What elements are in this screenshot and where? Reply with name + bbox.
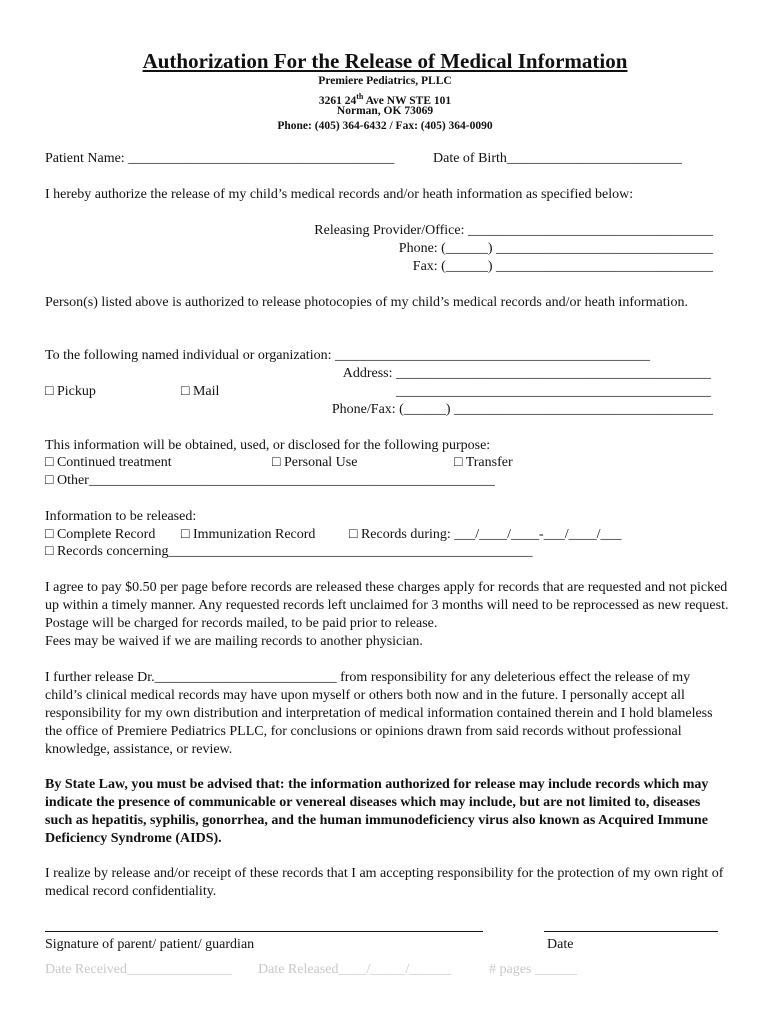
fees-waived-statement: Fees may be waived if we are mailing records to another physician.: [45, 634, 423, 649]
address-number: 3261 24: [318, 94, 357, 107]
records-during-field[interactable]: □ Records during: ___/____/____-___/____/___: [349, 527, 622, 542]
recipient-phone-fax-field[interactable]: Phone/Fax: (______) _____________________________________: [331, 402, 713, 417]
immunization-record-checkbox[interactable]: □ Immunization Record: [181, 527, 316, 542]
date-line[interactable]: [544, 931, 718, 932]
complete-record-checkbox[interactable]: □ Complete Record: [45, 527, 156, 542]
date-released-field[interactable]: Date Released____/_____/______: [258, 962, 452, 977]
state-law-notice: By State Law, you must be advised that: the information authorized for release may include records which may indicate the presence of communicable or venereal diseases which may include, but are not limited to, diseases such as hepatitis, syphilis, gonorrhea, and the human immunodeficiency virus also known as Acquired Immune Deficiency Syndrome (AIDS).: [45, 777, 709, 846]
transfer-checkbox[interactable]: □ Transfer: [454, 455, 513, 470]
releasing-fax-field[interactable]: Fax: (______) _______________________________: [412, 259, 713, 274]
records-concerning-field[interactable]: □ Records concerning____________________________________________________: [45, 544, 533, 559]
persons-authorized-statement: Person(s) listed above is authorized to release photocopies of my child’s medical records and/or heath information.: [45, 295, 689, 310]
purpose-intro: This information will be obtained, used, or disclosed for the following purpose:: [45, 438, 491, 453]
patient-name-field[interactable]: Patient Name: ______________________________________: [45, 151, 395, 166]
address-ordinal: th: [356, 92, 364, 101]
releasing-phone-field[interactable]: Phone: (______) _______________________________: [398, 241, 713, 256]
signature-label: Signature of parent/ patient/ guardian: [45, 937, 255, 952]
pickup-checkbox[interactable]: □ Pickup: [45, 384, 96, 399]
continued-treatment-checkbox[interactable]: □ Continued treatment: [45, 455, 172, 470]
personal-use-checkbox[interactable]: □ Personal Use: [272, 455, 358, 470]
releasing-provider-field[interactable]: Releasing Provider/Office: ___________________________________: [314, 223, 713, 238]
other-purpose-field[interactable]: □ Other__________________________________________________________: [45, 473, 495, 488]
form-title: Authorization For the Release of Medical Information: [142, 49, 628, 73]
recipient-address-field[interactable]: Address: _____________________________________________: [342, 366, 711, 381]
fees-statement: I agree to pay $0.50 per page before records are released these charges apply for records that are requested and not picked up within a timely manner. Any requested records left unclaimed for 3 months will need to be reprocessed as new request. Postage will be charged for records mailed, to be paid prior to release.: [45, 580, 729, 631]
info-released-intro: Information to be released:: [45, 509, 197, 524]
release-liability-statement: I further release Dr.__________________________ from responsibility for any deleterious effect the release of my child’s clinical medical records may have upon myself or others both now and in the future. I personally accept all responsibility for my own distribution and interpretation of medical information contained therein and I hold blameless the office of Premiere Pediatrics PLLC, for conclusions or opinions drawn from said records without professional knowledge, assistance, or review.: [45, 670, 713, 757]
address-street: Ave NW STE 101: [363, 94, 452, 107]
practice-city: Norman, OK 73069: [336, 105, 434, 117]
recipient-name-field[interactable]: To the following named individual or organization: _____________________________________________: [45, 348, 650, 363]
practice-phone-fax: Phone: (405) 364-6432 / Fax: (405) 364-0090: [277, 120, 493, 132]
signature-line[interactable]: [45, 931, 483, 932]
confidentiality-statement: I realize by release and/or receipt of these records that I am accepting responsibility for the protection of my own right of medical record confidentiality.: [45, 866, 724, 899]
practice-name: Premiere Pediatrics, PLLC: [318, 75, 452, 87]
page-count-field[interactable]: # pages ______: [489, 962, 577, 977]
date-received-field[interactable]: Date Received_______________: [45, 962, 233, 977]
date-of-birth-field[interactable]: Date of Birth_________________________: [433, 151, 682, 166]
mail-checkbox[interactable]: □ Mail: [181, 384, 220, 399]
recipient-address-line-2[interactable]: _____________________________________________: [396, 384, 711, 399]
date-label: Date: [547, 937, 574, 952]
authorize-statement: I hereby authorize the release of my child’s medical records and/or heath information as specified below:: [45, 187, 634, 202]
